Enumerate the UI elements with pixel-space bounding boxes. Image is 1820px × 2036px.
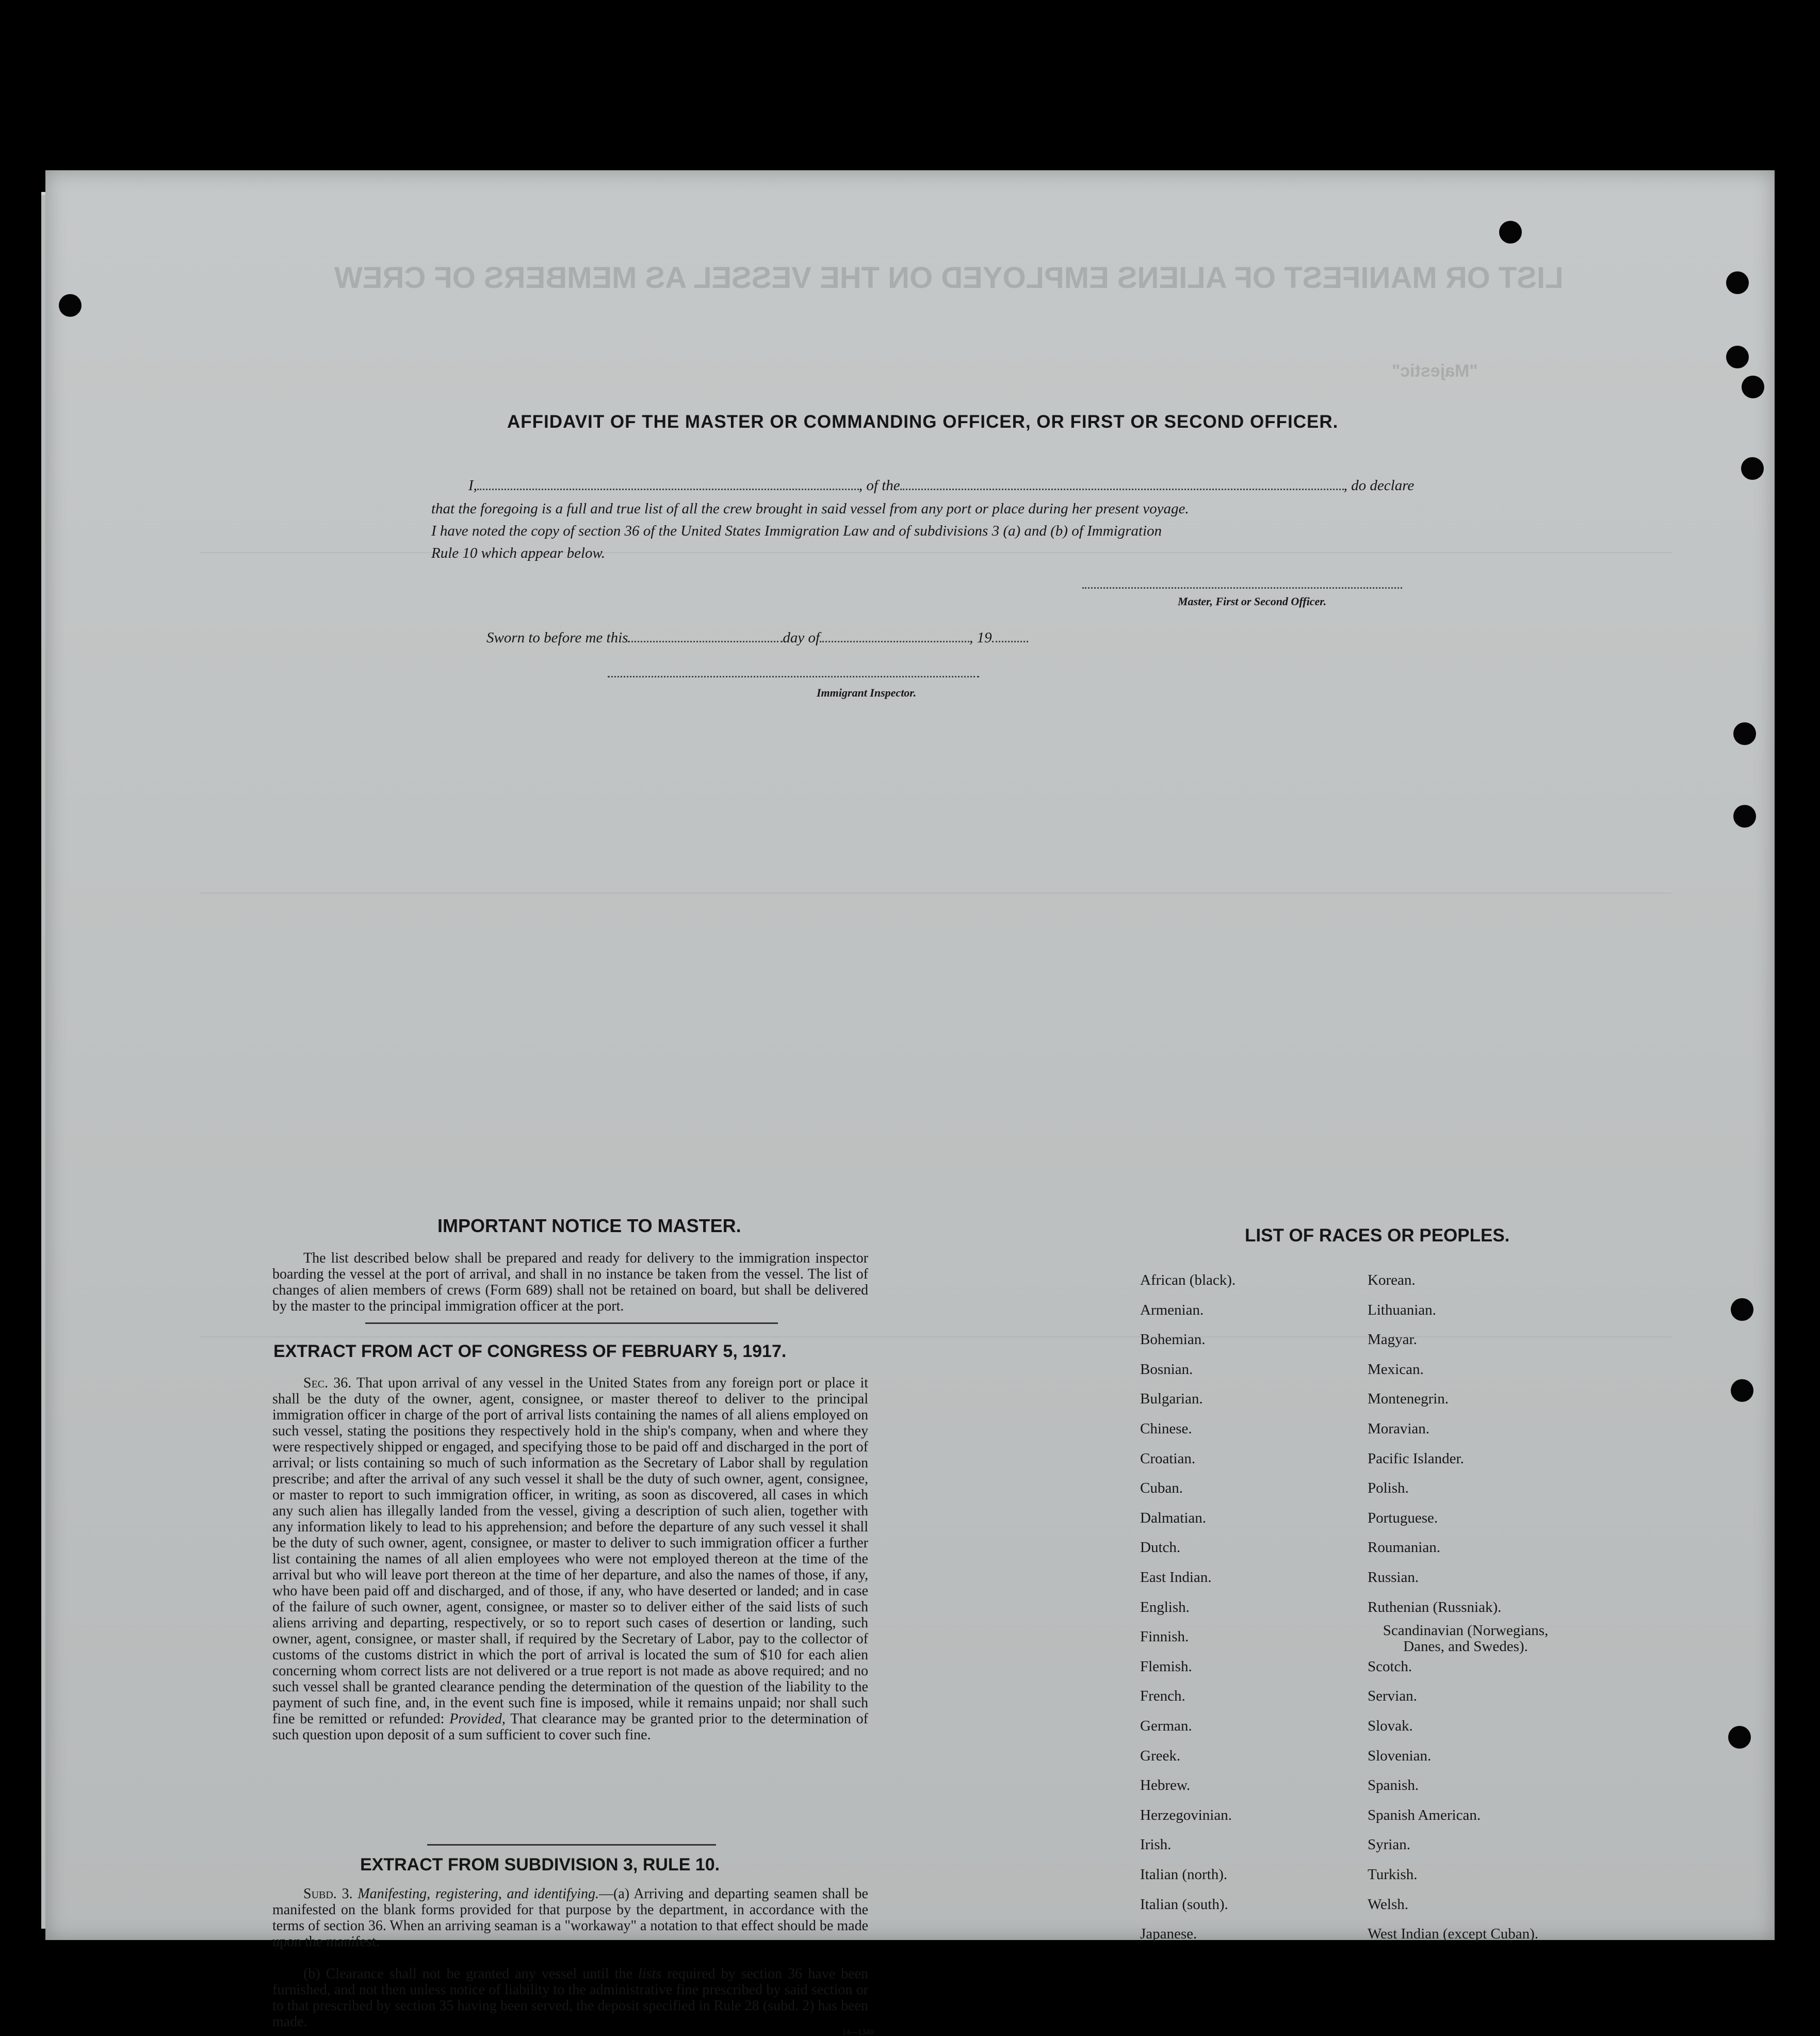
rule-extract-title: EXTRACT FROM SUBDIVISION 3, RULE 10. <box>360 1855 720 1875</box>
affidavit-line-3: I have noted the copy of section 36 of the United States Immigration Law and of subdivisions 3 (a) and (b) of Immigration <box>431 523 1162 539</box>
subd-para-b-lists: lists <box>638 1966 662 1982</box>
punch-hole <box>1733 805 1756 828</box>
race-item: Moravian. <box>1368 1420 1429 1437</box>
race-item: Slovenian. <box>1368 1748 1432 1764</box>
race-item: Turkish. <box>1368 1866 1418 1883</box>
punch-hole <box>1731 1379 1753 1402</box>
section-label: Sec. 36. <box>303 1375 352 1391</box>
race-item: Herzegovinian. <box>1140 1807 1232 1823</box>
sworn-year: , 19 <box>969 629 992 646</box>
sworn-day-field[interactable] <box>628 641 783 642</box>
race-item: Scotch. <box>1368 1658 1412 1675</box>
races-title: LIST OF RACES OR PEOPLES. <box>1245 1225 1510 1246</box>
sworn-text: Sworn to before me this <box>486 629 628 646</box>
subd-label: Subd. 3. <box>303 1886 353 1902</box>
race-item: Dutch. <box>1140 1539 1181 1556</box>
master-signature-label: Master, First or Second Officer. <box>1178 595 1327 608</box>
race-item: Pacific Islander. <box>1368 1450 1464 1467</box>
bleed-through-vessel: "Majestic" <box>1392 361 1478 381</box>
sworn-day-of: day of <box>783 629 820 646</box>
section-36-text-end: That clearance may be granted prior to the determination of such question upon deposit of a sum sufficient to cover such fine. <box>272 1711 868 1743</box>
punch-hole <box>1726 271 1749 294</box>
race-item: Polish. <box>1368 1480 1409 1496</box>
race-item: Slovak. <box>1368 1718 1413 1734</box>
race-item: East Indian. <box>1140 1569 1212 1586</box>
manifest-page <box>45 170 1775 2036</box>
act-divider <box>427 1844 716 1846</box>
act-extract-text <box>272 1375 868 1743</box>
sworn-year-field[interactable] <box>992 641 1028 642</box>
race-item: Italian (north). <box>1140 1866 1228 1883</box>
notice-divider <box>365 1322 778 1324</box>
subd-heading: Manifesting, registering, and identifying. <box>358 1886 599 1902</box>
notice-text: The list described below shall be prepared and ready for delivery to the immigration inspector boarding the vessel at the port of arrival, and shall in no instance be taken from the vessel. The list of changes of alien members of crews (Form 689) shall not be retained on board, but shall be delivered by the master to the principal immigration officer at the port. <box>272 1250 868 1314</box>
race-item: Bosnian. <box>1140 1361 1193 1378</box>
race-item: Chinese. <box>1140 1420 1192 1437</box>
subd-para-b-end: required by section 36 have been furnished, and not then unless notice of liability to the administrative fine prescribed by said section or to that prescribed by section 35 having been served, the deposit specified in Rule 28 (subd. 2) has been made. <box>272 1966 869 2030</box>
punch-hole <box>1728 1726 1751 1749</box>
section-36-text: That upon arrival of any vessel in the United States from any foreign port or place it shall be the duty of the owner, agent, consignee, or master thereof to deliver to the principal immigration officer in charge of the port of arrival lists containing the names of all aliens employed on such vessel, stating the positions they respectively hold in the ship's company, when and where they were respectively shipped or engaged, and specifying those to be paid off and discharged in the port of arrival; or lists containing so much of such information as the Secretary of Labor shall by regulation prescribe; and after the arrival of any such vessel it shall be the duty of such owner, agent, consignee, or master to report to such immigration officer, in writing, as soon as discovered, all cases in which any such alien has illegally landed from the vessel, giving a description of such alien, together with any information likely to lead to his apprehension; and before the departure of any such vessel it shall be the duty of such owner, agent, consignee, or master to deliver to such immigration officer a further list containing the names of all alien employees who were not employed thereon at the time of the arrival but who will leave port thereon at the time of her departure, and also the names of those, if any, who have been paid off and discharged, and of those, if any, who have deserted or landed; and in case of the failure of such owner, agent, consignee, or master so to deliver either of the said lists of such aliens arriving and departing, respectively, or so to report such cases of desertion or landing, such owner, agent, consignee, or master shall, if required by the Secretary of Labor, pay to the collector of customs of the customs district in which the port of arrival is located the sum of $10 for each alien concerning whom correct lists are not delivered or a true report is not made as above required; and no such vessel shall be granted clearance pending the determination of the question of the liability to the payment of such fine, and, in the event such fine is imposed, while it remains unpaid; nor shall such fine be remitted or refunded: <box>272 1375 868 1727</box>
race-item: German. <box>1140 1718 1192 1734</box>
punch-hole <box>59 294 82 317</box>
affidavit-do-declare: , do declare <box>1343 477 1415 494</box>
race-item: Greek. <box>1140 1748 1181 1764</box>
punch-hole <box>1741 457 1764 480</box>
subd-para-a: —(a) Arriving and departing seamen shall be manifested on the blank forms provided for that purpose by the department, in accordance with the terms of section 36. When an arriving seaman is a "workaway" a notation to that effect should be made upon the manifest. <box>272 1886 868 1950</box>
race-item: Flemish. <box>1140 1658 1192 1675</box>
affidavit-title: AFFIDAVIT OF THE MASTER OR COMMANDING OFFICER, OR FIRST OR SECOND OFFICER. <box>507 412 1339 432</box>
race-item: Italian (south). <box>1140 1896 1228 1913</box>
race-item: Finnish. <box>1140 1628 1189 1645</box>
race-item: Spanish American. <box>1368 1807 1481 1823</box>
race-item: Roumanian. <box>1368 1539 1440 1556</box>
race-item: Cuban. <box>1140 1480 1183 1496</box>
race-item: Korean. <box>1368 1272 1416 1288</box>
race-item: Irish. <box>1140 1836 1172 1853</box>
subd-para-b-start: (b) Clearance shall not be granted any vessel until the <box>303 1966 632 1982</box>
race-item: Mexican. <box>1368 1361 1424 1378</box>
affidavit-i: I, <box>468 477 477 494</box>
race-item: Portuguese. <box>1368 1510 1438 1526</box>
race-item: West Indian (except Cuban). <box>1368 1926 1539 1942</box>
sworn-line <box>486 629 1028 647</box>
race-item: Welsh. <box>1368 1896 1409 1913</box>
affidavit-line-1 <box>468 477 1456 494</box>
race-item: Magyar. <box>1368 1331 1417 1348</box>
race-item: Armenian. <box>1140 1302 1204 1318</box>
race-item: French. <box>1140 1688 1185 1704</box>
affidavit-line-2: that the foregoing is a full and true list of all the crew brought in said vessel from any port or place during her present voyage. <box>431 500 1189 517</box>
race-item: Syrian. <box>1368 1836 1410 1853</box>
punch-hole <box>1726 346 1749 368</box>
race-item: Spanish. <box>1368 1777 1419 1793</box>
affidavit-line-4: Rule 10 which appear below. <box>431 545 605 561</box>
affidavit-of-the: , of the <box>858 477 900 494</box>
bleed-through-heading: LIST OR MANIFEST OF ALIENS EMPLOYED ON THE VESSEL AS MEMBERS OF CREW <box>334 261 1564 295</box>
master-signature-line[interactable] <box>1082 587 1402 589</box>
punch-hole <box>1742 376 1764 398</box>
race-item: Japanese. <box>1140 1926 1197 1942</box>
race-item: Servian. <box>1368 1688 1417 1704</box>
inspector-signature-line[interactable] <box>608 676 979 677</box>
race-item: Dalmatian. <box>1140 1510 1207 1526</box>
form-number: 14—1340 <box>842 2028 874 2036</box>
punch-hole <box>1731 1298 1753 1321</box>
race-item: English. <box>1140 1599 1190 1615</box>
officer-name-field[interactable] <box>477 489 859 490</box>
race-item: Russian. <box>1368 1569 1419 1586</box>
provided-word: Provided, <box>449 1711 506 1727</box>
race-item: African (black). <box>1140 1272 1236 1288</box>
race-item: Bulgarian. <box>1140 1391 1203 1407</box>
punch-hole <box>1499 221 1522 244</box>
rule-para-b <box>272 1966 868 2030</box>
race-item: Lithuanian. <box>1368 1302 1436 1318</box>
punch-hole <box>1733 722 1756 745</box>
rule-para-a <box>272 1886 868 1950</box>
notice-title: IMPORTANT NOTICE TO MASTER. <box>437 1215 741 1236</box>
sworn-month-field[interactable] <box>820 641 969 642</box>
vessel-name-field[interactable] <box>900 489 1344 490</box>
race-item: Montenegrin. <box>1368 1391 1449 1407</box>
act-extract-title: EXTRACT FROM ACT OF CONGRESS OF FEBRUARY 5, 1917. <box>273 1342 787 1361</box>
race-item: Scandinavian (Norwegians, Danes, and Swedes). <box>1383 1622 1549 1655</box>
race-item: Ruthenian (Russniak). <box>1368 1599 1502 1615</box>
race-item: Hebrew. <box>1140 1777 1191 1793</box>
race-item: Croatian. <box>1140 1450 1196 1467</box>
race-item: Bohemian. <box>1140 1331 1206 1348</box>
inspector-label: Immigrant Inspector. <box>817 686 917 699</box>
